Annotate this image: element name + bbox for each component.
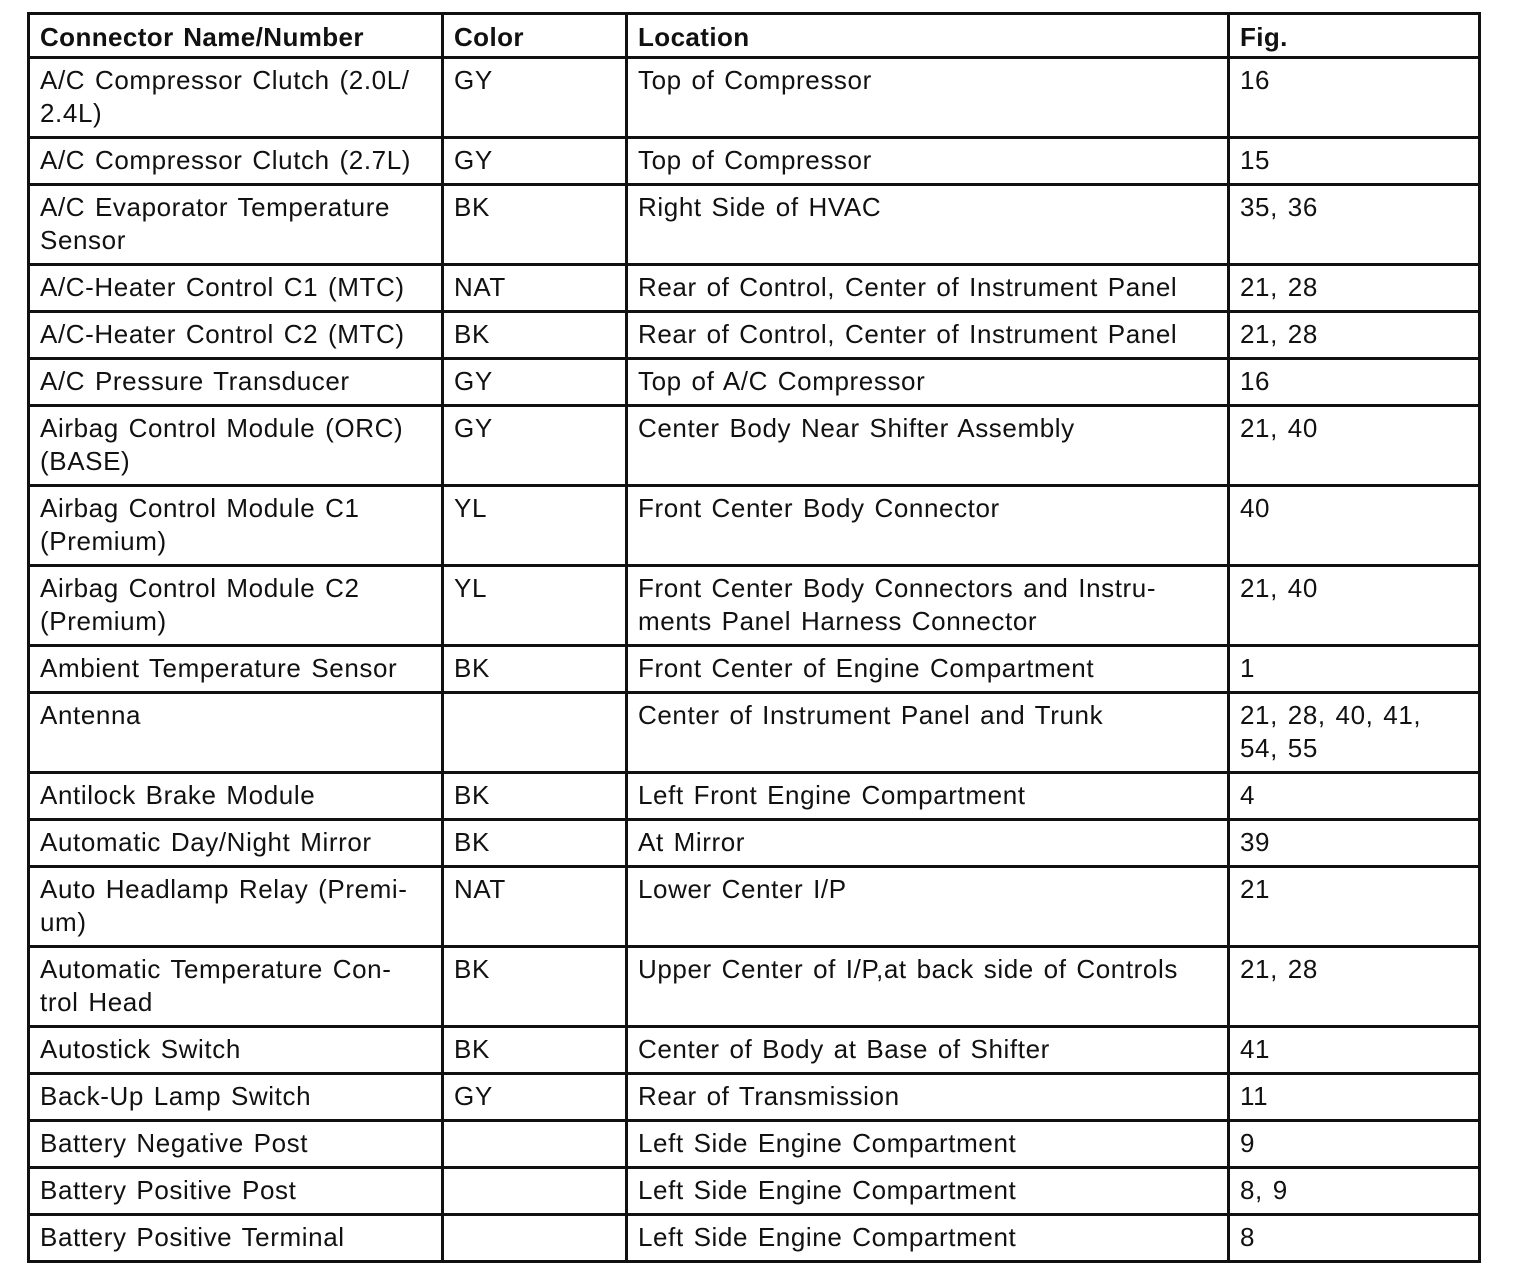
cell-location: Top of A/C Compressor bbox=[627, 359, 1229, 406]
cell-location: Front Center of Engine Compartment bbox=[627, 646, 1229, 693]
cell-location: Lower Center I/P bbox=[627, 867, 1229, 947]
cell-color bbox=[443, 1121, 627, 1168]
cell-fig: 41 bbox=[1229, 1027, 1480, 1074]
cell-connector-name: A/C Compressor Clutch (2.7L) bbox=[29, 138, 443, 185]
table-row bbox=[29, 58, 1480, 138]
cell-fig: 35, 36 bbox=[1229, 185, 1480, 265]
cell-fig: 21, 40 bbox=[1229, 566, 1480, 646]
cell-connector-name: Battery Positive Post bbox=[29, 1168, 443, 1215]
cell-color: BK bbox=[443, 773, 627, 820]
cell-location: Front Center Body Connectors and Instru- ments Panel Harness Connector bbox=[627, 566, 1229, 646]
cell-location: Center of Instrument Panel and Trunk bbox=[627, 693, 1229, 773]
cell-color: GY bbox=[443, 58, 627, 138]
cell-connector-name: Auto Headlamp Relay (Premi- um) bbox=[29, 867, 443, 947]
cell-fig: 21, 28 bbox=[1229, 265, 1480, 312]
table-row bbox=[29, 646, 1480, 693]
table-row bbox=[29, 820, 1480, 867]
table-row bbox=[29, 359, 1480, 406]
table-row bbox=[29, 138, 1480, 185]
cell-color: GY bbox=[443, 359, 627, 406]
cell-fig: 16 bbox=[1229, 58, 1480, 138]
cell-location: Top of Compressor bbox=[627, 58, 1229, 138]
cell-location: Center Body Near Shifter Assembly bbox=[627, 406, 1229, 486]
cell-fig: 11 bbox=[1229, 1074, 1480, 1121]
cell-location: Rear of Control, Center of Instrument Panel bbox=[627, 312, 1229, 359]
cell-location: Left Side Engine Compartment bbox=[627, 1168, 1229, 1215]
cell-location: At Mirror bbox=[627, 820, 1229, 867]
cell-location: Rear of Transmission bbox=[627, 1074, 1229, 1121]
cell-location: Top of Compressor bbox=[627, 138, 1229, 185]
cell-location: Right Side of HVAC bbox=[627, 185, 1229, 265]
cell-connector-name: Ambient Temperature Sensor bbox=[29, 646, 443, 693]
cell-fig: 21, 28, 40, 41, 54, 55 bbox=[1229, 693, 1480, 773]
cell-connector-name: Airbag Control Module C1 (Premium) bbox=[29, 486, 443, 566]
cell-connector-name: Airbag Control Module C2 (Premium) bbox=[29, 566, 443, 646]
cell-location: Center of Body at Base of Shifter bbox=[627, 1027, 1229, 1074]
connector-location-table bbox=[27, 12, 1481, 1263]
cell-color: BK bbox=[443, 312, 627, 359]
cell-location: Front Center Body Connector bbox=[627, 486, 1229, 566]
cell-color: BK bbox=[443, 646, 627, 693]
header-color: Color bbox=[443, 14, 627, 58]
cell-fig: 39 bbox=[1229, 820, 1480, 867]
cell-connector-name: A/C Pressure Transducer bbox=[29, 359, 443, 406]
cell-location: Left Side Engine Compartment bbox=[627, 1121, 1229, 1168]
cell-fig: 21, 28 bbox=[1229, 312, 1480, 359]
table-row bbox=[29, 1215, 1480, 1262]
cell-connector-name: Antilock Brake Module bbox=[29, 773, 443, 820]
cell-fig: 21 bbox=[1229, 867, 1480, 947]
cell-fig: 21, 40 bbox=[1229, 406, 1480, 486]
cell-color bbox=[443, 1168, 627, 1215]
table-row bbox=[29, 1074, 1480, 1121]
cell-color: BK bbox=[443, 820, 627, 867]
table-body bbox=[29, 58, 1480, 1262]
table-row bbox=[29, 312, 1480, 359]
table-row bbox=[29, 265, 1480, 312]
cell-connector-name: Battery Negative Post bbox=[29, 1121, 443, 1168]
cell-connector-name: A/C-Heater Control C2 (MTC) bbox=[29, 312, 443, 359]
cell-fig: 15 bbox=[1229, 138, 1480, 185]
cell-connector-name: Automatic Day/Night Mirror bbox=[29, 820, 443, 867]
cell-color: BK bbox=[443, 947, 627, 1027]
cell-color: NAT bbox=[443, 867, 627, 947]
cell-color: YL bbox=[443, 566, 627, 646]
cell-fig: 4 bbox=[1229, 773, 1480, 820]
cell-color: GY bbox=[443, 406, 627, 486]
cell-color bbox=[443, 693, 627, 773]
table-row bbox=[29, 693, 1480, 773]
table-row bbox=[29, 867, 1480, 947]
cell-connector-name: Airbag Control Module (ORC) (BASE) bbox=[29, 406, 443, 486]
connector-location-table-sheet bbox=[27, 12, 1481, 1263]
cell-connector-name: A/C Evaporator Temperature Sensor bbox=[29, 185, 443, 265]
cell-connector-name: A/C Compressor Clutch (2.0L/ 2.4L) bbox=[29, 58, 443, 138]
cell-color: BK bbox=[443, 1027, 627, 1074]
table-row bbox=[29, 947, 1480, 1027]
header-connector-name: Connector Name/Number bbox=[29, 14, 443, 58]
cell-fig: 9 bbox=[1229, 1121, 1480, 1168]
cell-fig: 8, 9 bbox=[1229, 1168, 1480, 1215]
cell-connector-name: Battery Positive Terminal bbox=[29, 1215, 443, 1262]
cell-connector-name: A/C-Heater Control C1 (MTC) bbox=[29, 265, 443, 312]
cell-fig: 21, 28 bbox=[1229, 947, 1480, 1027]
cell-location: Left Front Engine Compartment bbox=[627, 773, 1229, 820]
cell-location: Upper Center of I/P,at back side of Controls bbox=[627, 947, 1229, 1027]
cell-connector-name: Antenna bbox=[29, 693, 443, 773]
cell-connector-name: Autostick Switch bbox=[29, 1027, 443, 1074]
cell-color: YL bbox=[443, 486, 627, 566]
cell-fig: 40 bbox=[1229, 486, 1480, 566]
cell-fig: 8 bbox=[1229, 1215, 1480, 1262]
cell-connector-name: Automatic Temperature Con- trol Head bbox=[29, 947, 443, 1027]
cell-fig: 1 bbox=[1229, 646, 1480, 693]
table-row bbox=[29, 773, 1480, 820]
table-row bbox=[29, 185, 1480, 265]
header-fig: Fig. bbox=[1229, 14, 1480, 58]
cell-fig: 16 bbox=[1229, 359, 1480, 406]
cell-color: BK bbox=[443, 185, 627, 265]
cell-location: Rear of Control, Center of Instrument Panel bbox=[627, 265, 1229, 312]
cell-color bbox=[443, 1215, 627, 1262]
cell-connector-name: Back-Up Lamp Switch bbox=[29, 1074, 443, 1121]
table-row bbox=[29, 566, 1480, 646]
cell-location: Left Side Engine Compartment bbox=[627, 1215, 1229, 1262]
table-row bbox=[29, 1027, 1480, 1074]
table-row bbox=[29, 486, 1480, 566]
cell-color: GY bbox=[443, 1074, 627, 1121]
table-row bbox=[29, 1121, 1480, 1168]
header-location: Location bbox=[627, 14, 1229, 58]
table-row bbox=[29, 1168, 1480, 1215]
cell-color: GY bbox=[443, 138, 627, 185]
table-header-row bbox=[29, 14, 1480, 58]
cell-color: NAT bbox=[443, 265, 627, 312]
table-row bbox=[29, 406, 1480, 486]
